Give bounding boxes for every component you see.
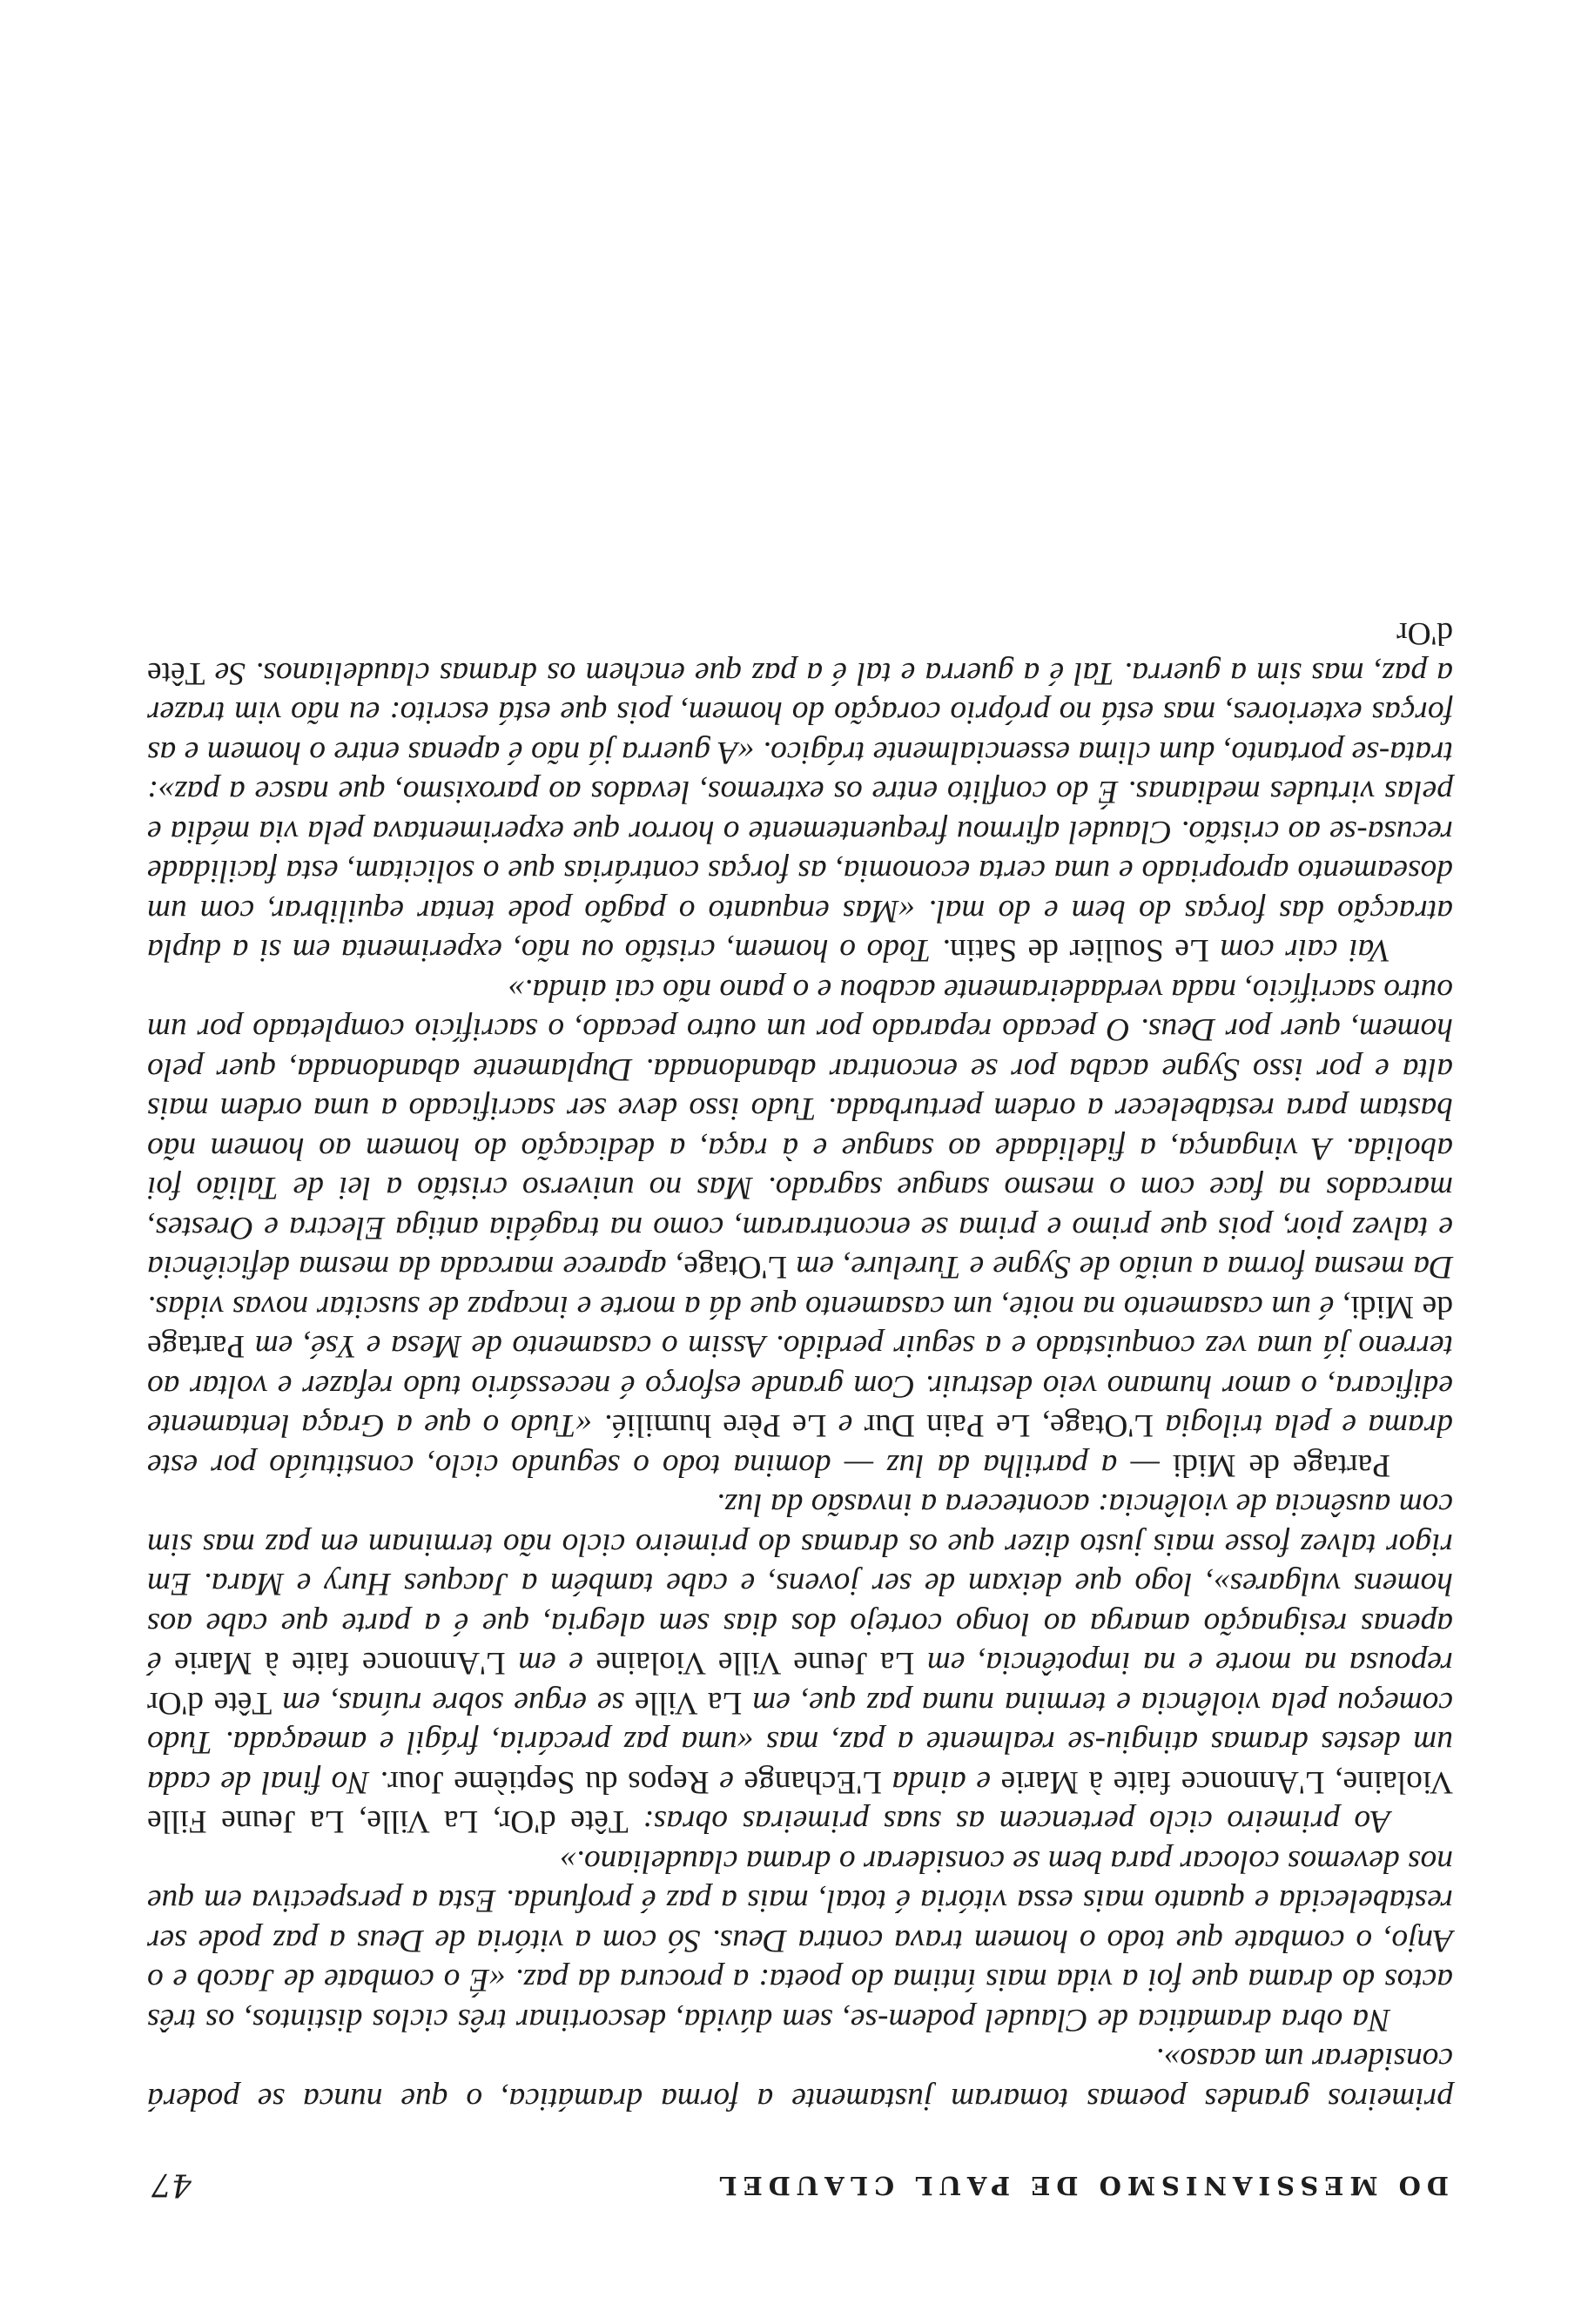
running-head (151, 2157, 1449, 2200)
text-run: é apenas resignação amarga ao longo cortejo dos dias sem alegria, que é a parte que cabe aos homens vulgares», logo que deixam de ser jovens, e cabe também a Jacques Hury e Mara. Em rigor talvez fosse mais justo dizer que os dramas do primeiro ciclo não terminam em paz mas sim com ausência de violência: acontecera a invasão da luz. (146, 1487, 1453, 1682)
text-run: Vai cair com (1208, 932, 1390, 969)
work-title: Tête d'Or (147, 615, 1453, 691)
text-run: Na obra dramática de Claudel podem-se, sem dúvida, descortinar três ciclos distintos, os três actos do drama que foi a vida mais íntima do poeta: a procura da paz. «É o combate de Jacob e o Anjo, o combate que todo o homem trava contra Deus. Só com a vitória de Deus a paz pode ser restabelecida e quanto mais essa vitória é total, mais a paz é profunda. Esta a perspectiva em que nos devemos colocar para bem se considerar o drama claudeliano.» (147, 1844, 1453, 2038)
work-title: Le Soulier de Satin (950, 932, 1209, 969)
paragraph (147, 614, 1453, 971)
text-run: primeiros grandes poemas tomaram justamente a forma dramática, o que nunca se poderá considerar um acaso». (147, 2041, 1453, 2117)
text-run: e em (505, 1645, 596, 1682)
work-title: La Jeune Ville Violaine (596, 1645, 915, 1682)
text-run: . Todo o homem, cristão ou não, experimenta em si a dupla atracção das forças do bem e do mal. «Mas enquanto o pagão pode tentar equilibrar, com um doseamento apropriado e uma certa economia, as forças contrárias que o solicitam, esta facilidade recusa-se ao cristão. Claudel afirmou frequentemente o horror que experimentava pela via média e pelas virtudes medianas. É do conflito entre os extremos, levados ao paroxismo, que nasce a paz»: trata-se portanto, dum clima essencialmente trágico. «A guerra já não é apenas entre o homem e as forças exteriores, mas está no próprio coração do homem, pois que está escrito: eu não vim trazer a paz, mas sim a guerra. Tal é a guerra e tal é a paz que enchem os dramas claudelianos. Se (147, 655, 1453, 969)
page-number: 47 (151, 2166, 192, 2202)
text-run: — a partilha da luz — domina todo o segundo ciclo, constituído por este drama e pela trilogia (147, 1407, 1453, 1483)
work-title: L'Annonce faite à Marie (174, 1645, 506, 1682)
work-title: Tête d'Or (146, 1685, 273, 1721)
text-run: se ergue sobre ruínas, em (272, 1685, 636, 1721)
paragraph (147, 1842, 1453, 2040)
work-title: Partage de Midi (147, 1289, 1453, 1365)
text-run: , aparece marcada da mesma deficiência e talvez pior, pois que primo e prima se encontraram, como na tragédia antiga Electra e Orestes, marcados na face com o mesmo sangue sagrado. Mas no universo cristão a lei de Talião foi abolida. A vingança, a fidelidade ao sangue e à raça, a dedicação do homem ao homem não bastam para restabelecer a ordem perturbada. Tudo isso deve ser sacrificado a uma ordem mais alta e por isso Sygne acaba por se encontrar abandonada. Duplamente abandonada, quer pelo homem, quer por Deus. O pecado reparado por um outro pecado, o sacrifício completado por um outro sacrifício, nada verdadeiramente acabou e o pano não cai ainda.» (147, 972, 1453, 1286)
text-run: . No final de cada um destes dramas atingiu-se realmente a paz, mas «uma paz precária, frágil e ameaçada. Tudo começou pela violência e termina numa paz que, em (147, 1685, 1453, 1800)
text-run: , é um casamento na noite, um casamento que dá a morte e incapaz de suscitar novas vidas. Da mesma forma a união de Sygne e Turelure, em (147, 1249, 1453, 1325)
text-run: . «Tudo o que a Graça lentamente edificara, o amor humano veio destruir. Com grande esforço é necessário tudo refazer e voltar ao terreno já uma vez conquistado e a seguir perdido. Assim o casamento de Mesa e Ysé, em (147, 1328, 1453, 1444)
work-title: Le Père humilié (611, 1407, 827, 1444)
text-run: Ao primeiro ciclo pertencem as suas primeiras obras: (628, 1803, 1390, 1840)
text-run: e (826, 1407, 865, 1444)
text-run: e (709, 1764, 744, 1800)
work-title: Partage de Midi (1172, 1447, 1390, 1483)
work-title: La Ville (635, 1685, 743, 1721)
paragraph (147, 2039, 1453, 2119)
work-title: Repos du Septième Jour (387, 1764, 710, 1800)
paragraph (147, 971, 1453, 1486)
text-run: repousa na morte e na impotência, em (914, 1645, 1453, 1682)
running-title: DO MESSIANISMO DE PAUL CLAUDEL (713, 2171, 1449, 2200)
work-title: L'Echange (744, 1764, 882, 1800)
work-title: L'Otage, Le Pain Dur (864, 1407, 1154, 1444)
text-run: e ainda (881, 1764, 1001, 1800)
paragraph (147, 1485, 1453, 1842)
body-text (147, 614, 1453, 2119)
work-title: Tête d'Or, La Ville, La Jeune Fille Violaine, L'Annonce faite à Marie (147, 1764, 1453, 1840)
work-title: L'Otage (683, 1249, 788, 1286)
